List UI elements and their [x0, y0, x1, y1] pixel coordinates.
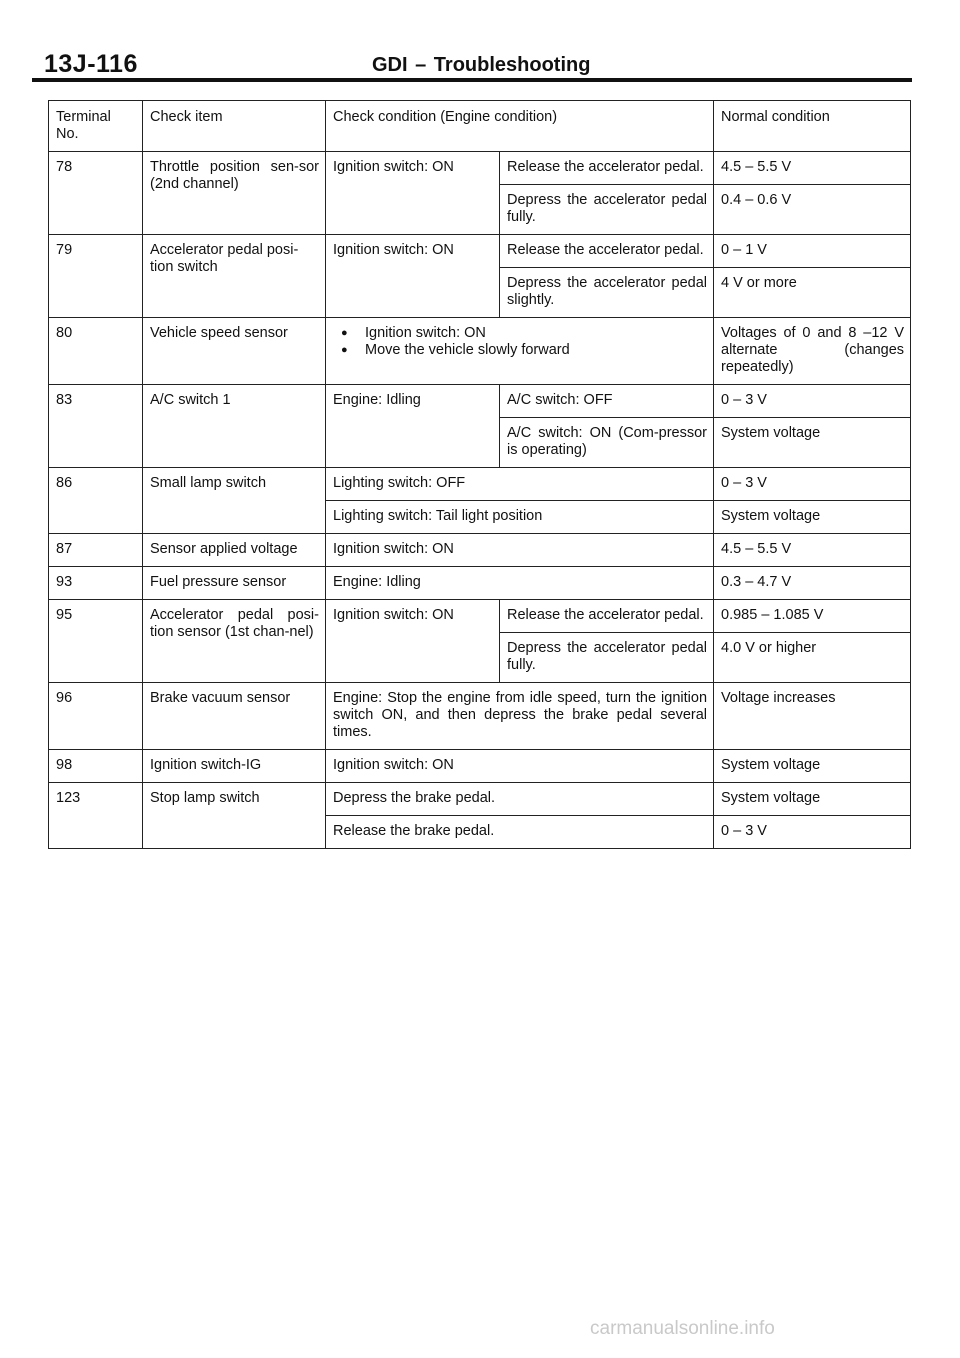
header-terminal: Terminal No.: [49, 101, 143, 152]
terminal-cell: 95: [49, 600, 143, 683]
sub-condition-cell: Depress the accelerator pedal slightly.: [500, 268, 714, 318]
header-rule: [32, 78, 912, 82]
condition-cell: Ignition switch: ON: [326, 750, 714, 783]
normal-value-cell: 0 – 3 V: [714, 816, 911, 849]
condition-cell: Ignition switch: ON: [326, 235, 500, 318]
sub-condition-cell: Release the accelerator pedal.: [500, 600, 714, 633]
terminal-cell: 79: [49, 235, 143, 318]
condition-cell: Depress the brake pedal.: [326, 783, 714, 816]
normal-value-cell: 4 V or more: [714, 268, 911, 318]
terminal-cell: 87: [49, 534, 143, 567]
condition-cell: Release the brake pedal.: [326, 816, 714, 849]
condition-cell: Lighting switch: Tail light position: [326, 501, 714, 534]
check-item-cell: Stop lamp switch: [143, 783, 326, 849]
check-item-cell: Vehicle speed sensor: [143, 318, 326, 385]
normal-value-cell: System voltage: [714, 501, 911, 534]
table-row: [49, 750, 911, 783]
condition-cell: Ignition switch: ON: [326, 600, 500, 683]
table-row: [49, 235, 911, 268]
check-item-cell: Brake vacuum sensor: [143, 683, 326, 750]
normal-value-cell: System voltage: [714, 418, 911, 468]
normal-value-cell: System voltage: [714, 750, 911, 783]
terminal-cell: 96: [49, 683, 143, 750]
check-item-cell: Fuel pressure sensor: [143, 567, 326, 600]
check-item-cell: Throttle position sen-sor (2nd channel): [143, 152, 326, 235]
condition-cell: Engine: Idling: [326, 385, 500, 468]
check-item-cell: Accelerator pedal posi-tion switch: [143, 235, 326, 318]
check-item-cell: Accelerator pedal posi-tion sensor (1st chan-nel): [143, 600, 326, 683]
condition-cell: Lighting switch: OFF: [326, 468, 714, 501]
table-row: [49, 318, 911, 385]
normal-value-cell: 4.0 V or higher: [714, 633, 911, 683]
sub-condition-cell: Release the accelerator pedal.: [500, 235, 714, 268]
table-row: [49, 783, 911, 816]
condition-cell: Engine: Idling: [326, 567, 714, 600]
terminal-cell: 83: [49, 385, 143, 468]
sub-condition-cell: A/C switch: OFF: [500, 385, 714, 418]
condition-cell: Ignition switch: ON: [326, 534, 714, 567]
table-row: [49, 468, 911, 501]
normal-value-cell: 4.5 – 5.5 V: [714, 152, 911, 185]
normal-value-cell: 0 – 3 V: [714, 385, 911, 418]
table-row: [49, 385, 911, 418]
terminal-cell: 98: [49, 750, 143, 783]
sub-condition-cell: Depress the accelerator pedal fully.: [500, 185, 714, 235]
check-item-cell: A/C switch 1: [143, 385, 326, 468]
normal-value-cell: Voltage increases: [714, 683, 911, 750]
normal-value-cell: 0.3 – 4.7 V: [714, 567, 911, 600]
normal-value-cell: 4.5 – 5.5 V: [714, 534, 911, 567]
condition-cell: Engine: Stop the engine from idle speed, turn the ignition switch ON, and then depress the brake pedal several times.: [326, 683, 714, 750]
check-item-cell: Small lamp switch: [143, 468, 326, 534]
normal-value-cell: 0.4 – 0.6 V: [714, 185, 911, 235]
terminal-cell: 86: [49, 468, 143, 534]
sub-condition-cell: Release the accelerator pedal.: [500, 152, 714, 185]
condition-cell: [326, 318, 714, 385]
normal-value-cell: 0.985 – 1.085 V: [714, 600, 911, 633]
sub-condition-cell: A/C switch: ON (Com-pressor is operating): [500, 418, 714, 468]
normal-value-cell: 0 – 3 V: [714, 468, 911, 501]
terminal-cell: 80: [49, 318, 143, 385]
normal-value-cell: 0 – 1 V: [714, 235, 911, 268]
terminal-cell: 123: [49, 783, 143, 849]
header-check-item: Check item: [143, 101, 326, 152]
table-row: [49, 683, 911, 750]
table-row: [49, 600, 911, 633]
troubleshooting-table: [48, 100, 911, 849]
page-title: GDI – Troubleshooting: [372, 54, 591, 76]
page-number: 13J-116: [44, 50, 138, 78]
check-item-cell: Ignition switch-IG: [143, 750, 326, 783]
table-row: [49, 152, 911, 185]
table-row: [49, 567, 911, 600]
condition-bullet: ● Ignition switch: ON: [333, 325, 707, 342]
footer-watermark: carmanualsonline.info: [590, 1318, 775, 1339]
table-header-row: [49, 101, 911, 152]
sub-condition-cell: Depress the accelerator pedal fully.: [500, 633, 714, 683]
normal-value-cell: Voltages of 0 and 8 –12 V alternate (changes repeatedly): [714, 318, 911, 385]
normal-value-cell: System voltage: [714, 783, 911, 816]
check-item-cell: Sensor applied voltage: [143, 534, 326, 567]
terminal-cell: 93: [49, 567, 143, 600]
table-row: [49, 534, 911, 567]
terminal-cell: 78: [49, 152, 143, 235]
header-normal-condition: Normal condition: [714, 101, 911, 152]
condition-cell: Ignition switch: ON: [326, 152, 500, 235]
condition-bullet: ● Move the vehicle slowly forward: [333, 342, 707, 359]
header-check-condition: Check condition (Engine condition): [326, 101, 714, 152]
